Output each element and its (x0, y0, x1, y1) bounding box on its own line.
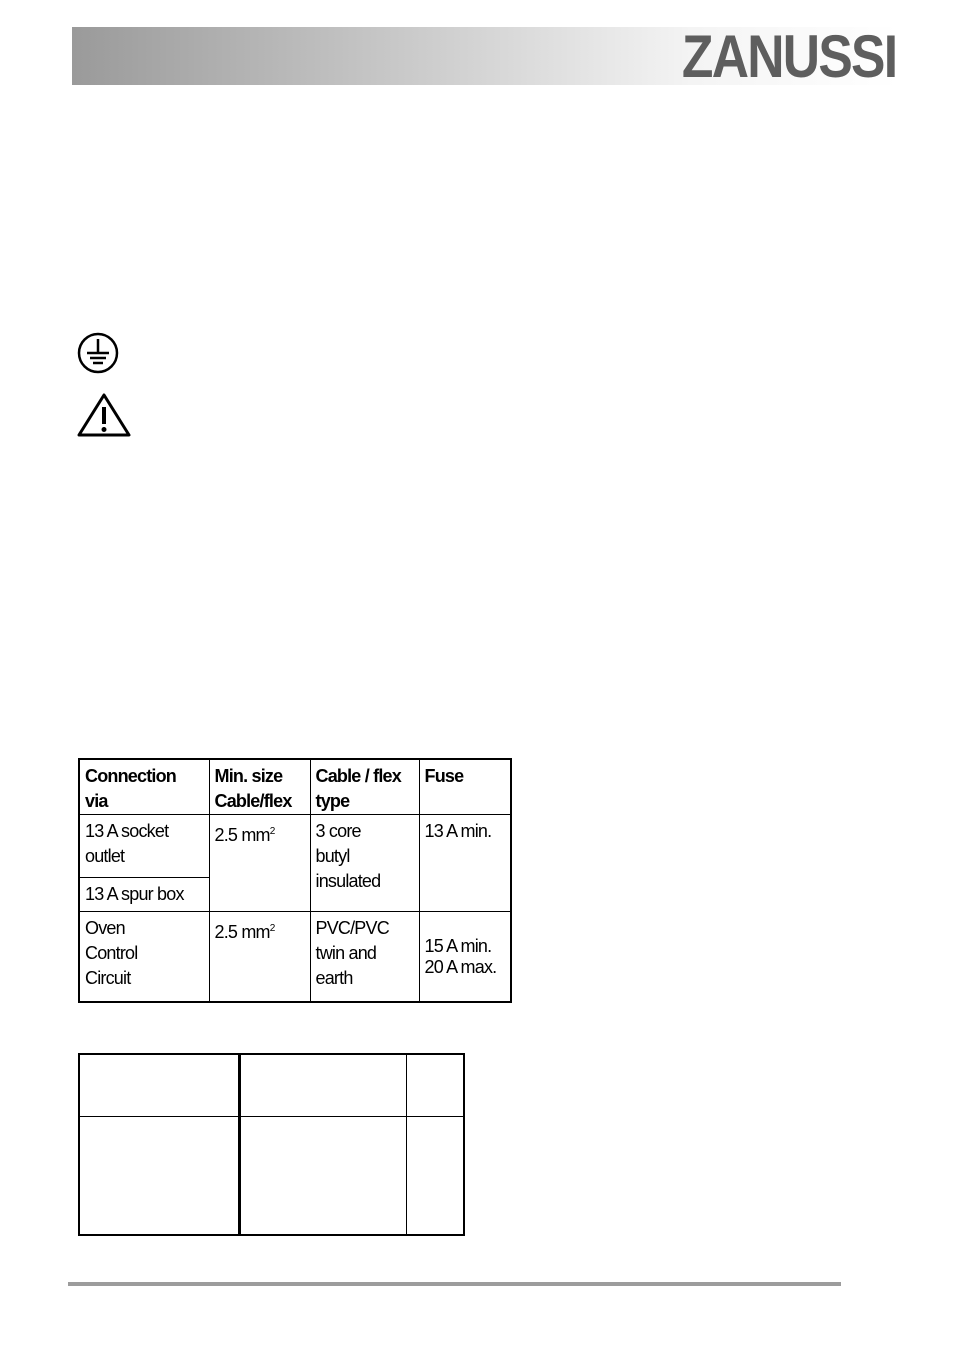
header-fuse: Fuse (419, 759, 511, 815)
table-header-row (79, 759, 511, 815)
table-row (79, 815, 511, 878)
warning-triangle-icon (76, 392, 132, 438)
footer-divider (68, 1282, 841, 1286)
empty-cell (79, 1116, 239, 1235)
empty-cell (239, 1054, 406, 1116)
cell-min-size-2: 2.5 $mm^2$ (209, 912, 310, 1003)
header-connection-via: Connection via (79, 759, 209, 815)
empty-cell (406, 1054, 464, 1116)
cell-oven-control-circuit: Oven Control Circuit (79, 912, 209, 1003)
empty-cell (406, 1116, 464, 1235)
cell-fuse-1: 13 A min. (419, 815, 511, 912)
cell-cable-type-1: 3 core butyl insulated (310, 815, 419, 912)
table-row (79, 1054, 464, 1116)
empty-cell (239, 1116, 406, 1235)
cell-fuse-2: 15 A min. 20 A max. (419, 912, 511, 1003)
empty-cell (79, 1054, 239, 1116)
brand-logo: ZANUSSI (681, 23, 896, 90)
cell-spur-box: 13 A spur box (79, 878, 209, 912)
table-row (79, 912, 511, 1003)
earth-ground-icon (77, 332, 119, 374)
table-row (79, 1116, 464, 1235)
cell-socket-outlet: 13 A socket outlet (79, 815, 209, 878)
header-min-size: Min. size Cable/flex (209, 759, 310, 815)
cell-min-size-1: 2.5 $mm^2$ (209, 815, 310, 912)
header-cable-type: Cable / flex type (310, 759, 419, 815)
cell-cable-type-2: PVC/PVC twin and earth (310, 912, 419, 1003)
empty-table (78, 1053, 465, 1236)
connection-spec-table (78, 758, 512, 1003)
